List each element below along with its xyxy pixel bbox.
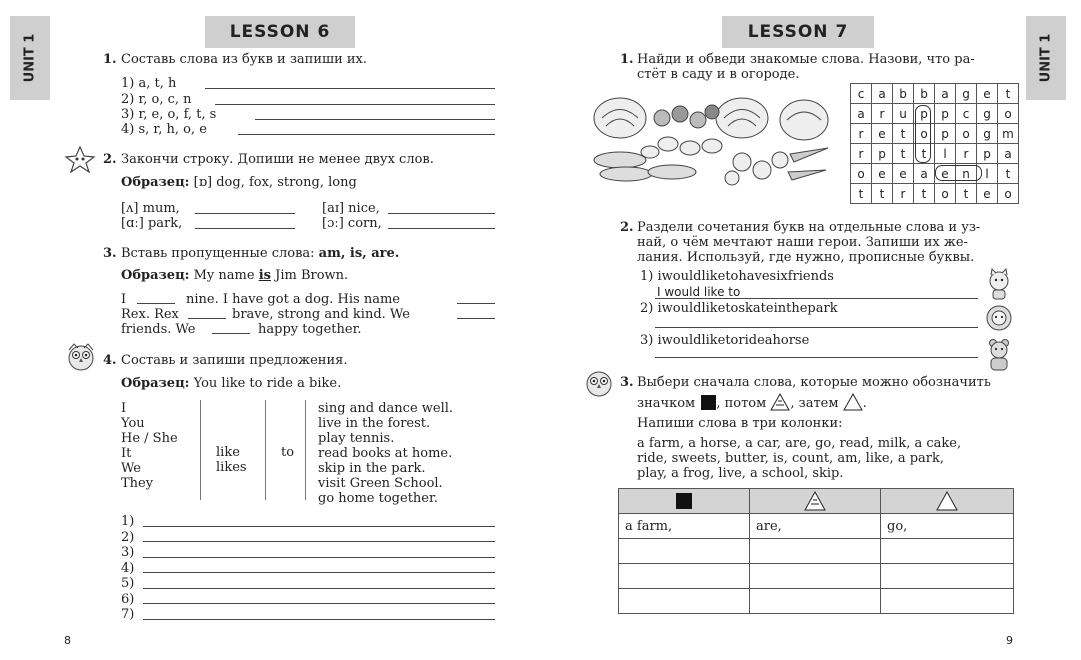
lesson-6-title: LESSON 6	[205, 16, 355, 48]
ex4-instruction: Составь и запиши предложения.	[121, 353, 348, 368]
page-number-right: 9	[1006, 634, 1013, 647]
handwritten-answer: I would like to	[657, 285, 741, 299]
table-cell[interactable]	[619, 589, 750, 614]
table-cell[interactable]	[619, 539, 750, 564]
ex1-number: 1.	[103, 52, 117, 67]
ex3-text-5: friends. We	[121, 322, 196, 337]
ex2-instruction: Закончи строку. Допиши не менее двух слов.	[121, 152, 434, 167]
ex3-instruction: Вставь пропущенные слова: am, is, are.	[121, 246, 400, 261]
table-cell[interactable]	[881, 539, 1014, 564]
ex4-answer-line-3[interactable]	[143, 557, 495, 558]
ex2-answer-line-2[interactable]	[388, 213, 495, 214]
table-cell[interactable]: go,	[881, 514, 1014, 539]
r-ex2-answer-line-3[interactable]	[655, 357, 978, 358]
r-ex2-instruction-2: най, о чём мечтают наши герои. Запиши их же-	[637, 235, 968, 250]
r-ex2-instruction-1: Раздели сочетания букв на отдельные слова и уз-	[637, 220, 981, 235]
r-ex1-number: 1.	[620, 52, 634, 67]
ex4-answer-line-5[interactable]	[143, 588, 495, 589]
ex1-answer-line-4[interactable]	[238, 134, 495, 135]
ex1-answer-line-1[interactable]	[205, 88, 495, 89]
grid-circle-horizontal	[935, 165, 982, 181]
r-ex1-instruction-1: Найди и обведи знакомые слова. Назови, что ра-	[637, 52, 975, 67]
r-ex3-instruction-1: Выбери сначала слова, которые можно обозначить	[637, 375, 991, 390]
owl-character-icon	[64, 340, 98, 372]
triangle-empty-icon	[843, 393, 863, 411]
ex3-blank-1[interactable]	[137, 303, 175, 304]
r-ex3-subinstruction: Напиши слова в три колонки:	[637, 416, 843, 431]
black-square-icon-2	[676, 493, 692, 509]
lesson-7-title: LESSON 7	[722, 16, 874, 48]
r-ex2-answer-line-2[interactable]	[655, 327, 978, 328]
unit-tab-right: UNIT 1	[1026, 16, 1066, 100]
r-ex2-item-3: 3) iwouldliketorideahorse	[640, 333, 810, 348]
ex4-to: to	[281, 445, 295, 460]
ex1-answer-line-3[interactable]	[255, 119, 495, 120]
ex1-item-3: 3) r, e, o, f, t, s	[121, 107, 217, 122]
ex4-answer-line-6[interactable]	[143, 603, 495, 604]
table-cell[interactable]	[750, 589, 881, 614]
page-number-left: 8	[64, 634, 71, 647]
ex4-phrases: sing and dance well. live in the forest. play tennis. read books at home. skip in the park. visit Green School. go home together.	[318, 401, 454, 506]
triangle-lined-icon-2	[804, 491, 826, 511]
ex3-text-2: nine. I have got a dog. His name	[186, 292, 400, 307]
ex4-divider-1	[200, 400, 201, 500]
ex2-row-2: [aɪ] nice,	[322, 201, 380, 216]
r-ex2-instruction-3: лания. Используй, где нужно, прописные буквы.	[637, 250, 975, 265]
owl-character-icon-2	[582, 366, 616, 398]
ex3-blank-2[interactable]	[457, 303, 495, 304]
r-ex3-words-1: a farm, a horse, a car, are, go, read, milk, a cake,	[637, 436, 962, 451]
ex2-row-3: [ɑː] park,	[121, 216, 183, 231]
ex1-answer-line-2[interactable]	[215, 104, 495, 105]
vegetables-illustration	[592, 96, 832, 188]
ex3-text-1: I	[121, 292, 127, 307]
ex2-sample: Образец: [ɒ] dog, fox, strong, long	[121, 175, 357, 190]
lion-character-icon	[985, 304, 1013, 336]
ex4-divider-2	[265, 400, 266, 500]
triangle-lined-icon	[770, 393, 790, 411]
ex4-line-numbers: 1) 2) 3) 4) 5) 6) 7)	[121, 514, 135, 622]
grid-circle-vertical	[915, 105, 931, 163]
ex4-answer-line-1[interactable]	[143, 526, 495, 527]
ex2-answer-line-1[interactable]	[195, 213, 295, 214]
ex4-divider-3	[305, 400, 306, 500]
ex2-row-4: [ɔː] corn,	[322, 216, 382, 231]
ex1-item-1: 1) a, t, h	[121, 76, 177, 91]
table-cell[interactable]	[619, 564, 750, 589]
ex3-text-4: brave, strong and kind. We	[232, 307, 410, 322]
r-ex3-words-3: play, a frog, live, a school, skip.	[637, 466, 844, 481]
ex3-text-6: happy together.	[258, 322, 362, 337]
ex4-verbs: like likes	[216, 445, 247, 475]
ex3-text-3: Rex. Rex	[121, 307, 179, 322]
r-ex3-words-2: ride, sweets, butter, is, count, am, like, a park,	[637, 451, 944, 466]
table-cell[interactable]	[750, 564, 881, 589]
table-cell[interactable]: are,	[750, 514, 881, 539]
col-header-square	[619, 489, 750, 514]
col-header-triangle-empty	[881, 489, 1014, 514]
ex4-number: 4.	[103, 353, 117, 368]
triangle-empty-icon-2	[936, 491, 958, 511]
ex4-subjects: I You He / She It We They	[121, 401, 178, 491]
cat-character-icon	[985, 268, 1013, 300]
r-ex2-answer-line-1[interactable]	[655, 298, 978, 299]
r-ex2-item-1: 1) iwouldliketohavesixfriends	[640, 269, 834, 284]
ex2-answer-line-3[interactable]	[195, 228, 295, 229]
unit-tab-left: UNIT 1	[10, 16, 50, 100]
ex1-instruction: Составь слова из букв и запиши их.	[121, 52, 368, 67]
ex3-blank-5[interactable]	[212, 333, 250, 334]
ex4-answer-line-4[interactable]	[143, 572, 495, 573]
ex4-answer-line-2[interactable]	[143, 541, 495, 542]
ex3-sample: Образец: My name is Jim Brown.	[121, 268, 349, 283]
ex3-number: 3.	[103, 246, 117, 261]
r-ex3-instruction-2: значком , потом , затем .	[637, 393, 867, 411]
ex3-blank-3[interactable]	[188, 318, 226, 319]
ex3-blank-4[interactable]	[457, 318, 495, 319]
ex2-row-1: [ʌ] mum,	[121, 201, 180, 216]
word-search-grid[interactable]: c a b b a g e t a r u p p c g o r e t o p o g m r p t t l r p a o e e a e n l t t t r t o t e o	[850, 83, 1019, 204]
ex2-answer-line-4[interactable]	[388, 228, 495, 229]
table-cell[interactable]: a farm,	[619, 514, 750, 539]
bear-character-icon	[985, 338, 1013, 372]
ex2-number: 2.	[103, 152, 117, 167]
three-column-table	[618, 488, 1014, 614]
ex4-sample: Образец: You like to ride a bike.	[121, 376, 342, 391]
ex4-answer-line-7[interactable]	[143, 619, 495, 620]
table-cell[interactable]	[750, 539, 881, 564]
r-ex2-number: 2.	[620, 220, 634, 235]
r-ex3-number: 3.	[620, 375, 634, 390]
ex1-item-4: 4) s, r, h, o, e	[121, 122, 207, 137]
black-square-icon	[701, 395, 716, 410]
table-cell[interactable]	[881, 564, 1014, 589]
r-ex1-instruction-2: стёт в саду и в огороде.	[637, 67, 800, 82]
ex1-item-2: 2) r, o, c, n	[121, 92, 192, 107]
col-header-triangle-lined	[750, 489, 881, 514]
star-character-icon	[64, 145, 96, 173]
r-ex2-item-2: 2) iwouldliketoskateinthepark	[640, 301, 838, 316]
table-cell[interactable]	[881, 589, 1014, 614]
